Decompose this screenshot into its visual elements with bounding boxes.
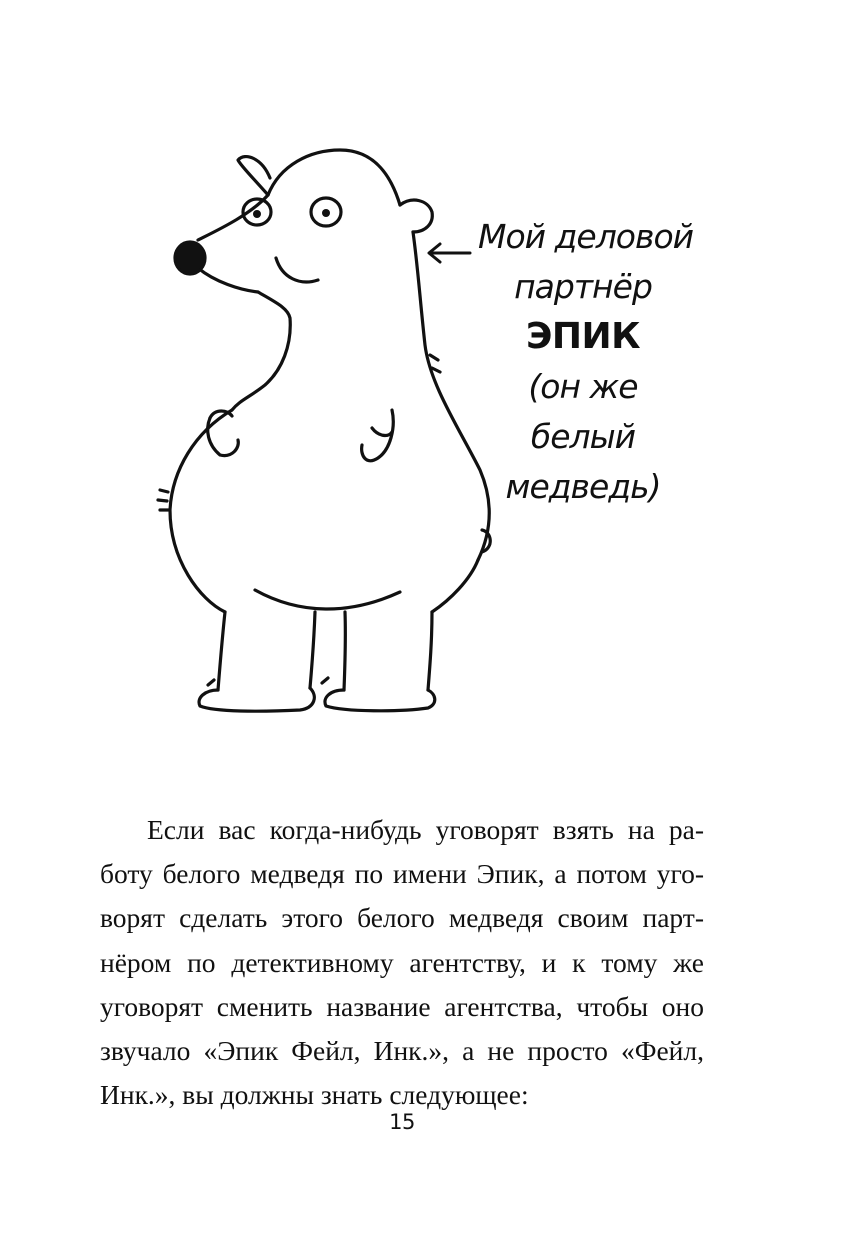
polar-bear-illustration [150,145,510,725]
body-paragraph [100,808,704,1117]
caption-line: партнёр [514,267,652,306]
text-line: Если вас когда-нибудь уговорят взять на ра- [147,814,704,845]
arrow-left-icon [424,240,474,266]
caption-line: Мой деловой [478,217,694,256]
illustration-caption [478,212,694,512]
caption-line: медведь) [505,467,661,506]
text-line: ворят сделать этого белого медведя своим парт- [100,902,704,934]
caption-line: белый [530,417,636,456]
text-line: уговорят сменить название агентства, чтобы оно [100,990,704,1022]
caption-line: (он же [528,367,638,406]
text-line: Инк.», вы должны знать следующее: [100,1079,529,1111]
caption-name: ЭПИК [525,316,641,357]
text-line: боту белого медведя по имени Эпик, а потом уго- [100,858,704,890]
page-number: 15 [389,1110,415,1134]
text-line: звучало «Эпик Фейл, Инк.», а не просто «Фейл, [100,1035,704,1067]
text-line: нёром по детективному агентству, и к тому же [100,946,704,978]
